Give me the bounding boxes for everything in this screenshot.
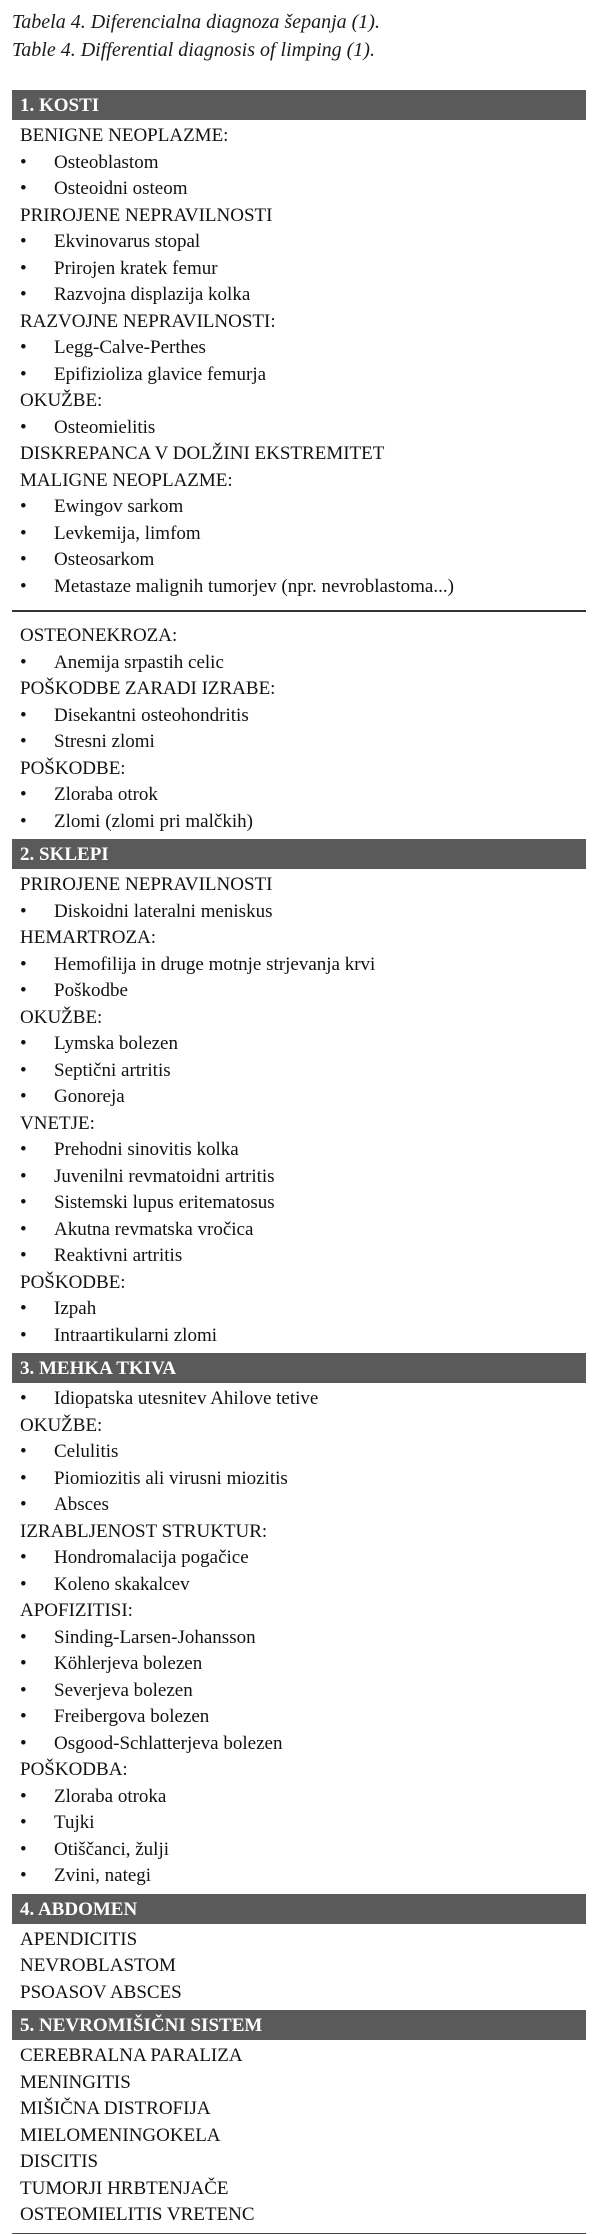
- category-heading: OKUŽBE:: [20, 390, 103, 411]
- list-item: [12, 899, 586, 926]
- bullet-icon: •: [20, 1653, 27, 1674]
- list-item-text: Idiopatska utesnitev Ahilove tetive: [54, 1388, 319, 1409]
- list-item-text: Epifizioliza glavice femurja: [54, 363, 267, 385]
- category-heading: MALIGNE NEOPLAZME:: [20, 469, 233, 491]
- list-item-text: Anemija srpastih celic: [54, 651, 224, 673]
- list-item-text: Celulitis: [54, 1441, 119, 1462]
- category-heading: DISKREPANCA V DOLŽINI EKSTREMITET: [20, 443, 385, 464]
- bullet-icon: •: [20, 651, 27, 673]
- list-item-text: Gonoreja: [54, 1086, 125, 1107]
- category-heading: RAZVOJNE NEPRAVILNOSTI:: [20, 310, 276, 332]
- condition-entry: PSOASOV ABSCES: [20, 1981, 182, 2003]
- list-item: [12, 282, 586, 309]
- table-captions: [0, 0, 600, 64]
- list-item-text: Lymska bolezen: [54, 1033, 178, 1054]
- list-item-text: Legg-Calve-Perthes: [54, 337, 206, 358]
- bullet-icon: •: [20, 496, 27, 517]
- bullet-icon: •: [20, 363, 27, 385]
- list-item-text: Levkemija, limfom: [54, 522, 201, 544]
- list-item: [12, 1678, 586, 1705]
- bullet-icon: •: [20, 337, 27, 358]
- bullet-icon: •: [20, 1494, 27, 1515]
- condition-entry: MIŠIČNA DISTROFIJA: [20, 2098, 211, 2119]
- section-header: 4. ABDOMEN: [12, 1894, 586, 1924]
- list-item-text: Ekvinovarus stopal: [54, 231, 201, 252]
- category-heading: OKUŽBE:: [20, 1006, 103, 1028]
- list-item: [12, 1084, 586, 1111]
- caption-slovene: Tabela 4. Diferencialna diagnoza šepanja (1).: [12, 11, 380, 33]
- list-item: [12, 782, 586, 809]
- list-item-text: Zvini, nategi: [54, 1865, 152, 1886]
- bullet-icon: •: [20, 231, 27, 252]
- bullet-icon: •: [20, 1192, 27, 1213]
- bullet-icon: •: [20, 1298, 27, 1319]
- list-item: [12, 809, 586, 836]
- bullet-icon: •: [20, 1059, 27, 1081]
- list-item: [12, 650, 586, 677]
- bullet-icon: •: [20, 900, 27, 922]
- list-item: [12, 176, 586, 203]
- bullet-icon: •: [20, 810, 27, 832]
- list-item: [12, 574, 586, 601]
- list-item-text: Zlomi (zlomi pri malčkih): [54, 810, 253, 832]
- list-item: [12, 1466, 586, 1493]
- bullet-icon: •: [20, 1441, 27, 1462]
- list-item: [12, 1243, 586, 1270]
- list-item: [12, 1058, 586, 1085]
- condition-entry: APENDICITIS: [20, 1928, 138, 1950]
- list-item: [12, 1217, 586, 1244]
- list-item-text: Otiščanci, žulji: [54, 1838, 170, 1860]
- bullet-icon: •: [20, 1467, 27, 1489]
- bullet-icon: •: [20, 731, 27, 752]
- list-item: [12, 1784, 586, 1811]
- list-item-text: Ewingov sarkom: [54, 496, 184, 517]
- section-header: 1. KOSTI: [12, 90, 586, 120]
- bullet-icon: •: [20, 1165, 27, 1187]
- list-item-text: Köhlerjeva bolezen: [54, 1653, 203, 1674]
- list-item: [12, 952, 586, 979]
- bullet-icon: •: [20, 1139, 27, 1160]
- list-item: [12, 494, 586, 521]
- section-body: [12, 1924, 586, 2011]
- category-heading: PRIROJENE NEPRAVILNOSTI: [20, 874, 273, 895]
- bullet-icon: •: [20, 1086, 27, 1107]
- bullet-icon: •: [20, 1626, 27, 1648]
- list-item-text: Septični artritis: [54, 1059, 171, 1081]
- category-heading: OSTEONEKROZA:: [20, 625, 178, 646]
- category-heading: PRIROJENE NEPRAVILNOSTI: [20, 204, 273, 226]
- list-item: [12, 150, 586, 177]
- bullet-icon: •: [20, 704, 27, 726]
- list-item: [12, 415, 586, 442]
- list-item-text: Prirojen kratek femur: [54, 257, 218, 279]
- list-item: [12, 1863, 586, 1890]
- bullet-icon: •: [20, 1573, 27, 1595]
- list-item-text: Osteoblastom: [54, 151, 159, 173]
- list-item-text: Intraartikularni zlomi: [54, 1324, 218, 1346]
- bullet-icon: •: [20, 1785, 27, 1807]
- condition-entry: CEREBRALNA PARALIZA: [20, 2045, 243, 2066]
- list-item-text: Poškodbe: [54, 980, 128, 1001]
- differential-diagnosis-table: [12, 90, 586, 2234]
- bullet-icon: •: [20, 1547, 27, 1568]
- list-item: [12, 1296, 586, 1323]
- bullet-icon: •: [20, 1812, 27, 1833]
- condition-entry: OSTEOMIELITIS VRETENC: [20, 2204, 255, 2225]
- list-item-text: Freibergova bolezen: [54, 1706, 210, 1727]
- list-item-text: Izpah: [54, 1298, 97, 1319]
- bullet-icon: •: [20, 257, 27, 279]
- list-item-text: Metastaze malignih tumorjev (npr. nevroblastoma...): [54, 575, 454, 597]
- category-heading: APOFIZITISI:: [20, 1600, 133, 1621]
- bullet-icon: •: [20, 784, 27, 805]
- list-item-text: Severjeva bolezen: [54, 1679, 193, 1701]
- category-heading: POŠKODBE ZARADI IZRABE:: [20, 678, 276, 699]
- list-item-text: Piomiozitis ali virusni miozitis: [54, 1467, 288, 1489]
- bullet-icon: •: [20, 1245, 27, 1266]
- bullet-icon: •: [20, 980, 27, 1001]
- caption-english: Table 4. Differential diagnosis of limping (1).: [12, 39, 375, 61]
- list-item: [12, 1386, 586, 1413]
- list-item: [12, 362, 586, 389]
- list-item-text: Koleno skakalcev: [54, 1573, 190, 1595]
- bullet-icon: •: [20, 1033, 27, 1054]
- category-heading: POŠKODBA:: [20, 1759, 128, 1780]
- list-item: [12, 1651, 586, 1678]
- category-heading: VNETJE:: [20, 1112, 95, 1134]
- condition-entry: NEVROBLASTOM: [20, 1955, 176, 1976]
- section-body: [12, 2040, 586, 2233]
- category-heading: HEMARTROZA:: [20, 927, 157, 948]
- list-item: [12, 335, 586, 362]
- list-item: [12, 1164, 586, 1191]
- bullet-icon: •: [20, 284, 27, 305]
- bullet-icon: •: [20, 953, 27, 975]
- bullet-icon: •: [20, 575, 27, 597]
- list-item-text: Diskoidni lateralni meniskus: [54, 900, 273, 922]
- list-item-text: Tujki: [54, 1812, 95, 1833]
- category-heading: BENIGNE NEOPLAZME:: [20, 125, 229, 146]
- list-item-text: Sistemski lupus eritematosus: [54, 1192, 275, 1213]
- list-item: [12, 547, 586, 574]
- bullet-icon: •: [20, 1838, 27, 1860]
- list-item-text: Akutna revmatska vročica: [54, 1218, 254, 1240]
- bullet-icon: •: [20, 1324, 27, 1346]
- bullet-icon: •: [20, 416, 27, 438]
- list-item-text: Zloraba otrok: [54, 784, 158, 805]
- category-heading: POŠKODBE:: [20, 757, 126, 779]
- section-body: [12, 620, 586, 839]
- list-item: [12, 1731, 586, 1758]
- bullet-icon: •: [20, 522, 27, 544]
- list-item-text: Osgood-Schlatterjeva bolezen: [54, 1732, 283, 1754]
- list-item: [12, 978, 586, 1005]
- bullet-icon: •: [20, 1865, 27, 1886]
- list-item: [12, 703, 586, 730]
- list-item: [12, 1137, 586, 1164]
- bullet-icon: •: [20, 1706, 27, 1727]
- section-header: 3. MEHKA TKIVA: [12, 1353, 586, 1383]
- list-item-text: Razvojna displazija kolka: [54, 284, 251, 305]
- list-item: [12, 1492, 586, 1519]
- section-header: 5. NEVROMIŠIČNI SISTEM: [12, 2010, 586, 2040]
- list-item-text: Osteoidni osteom: [54, 178, 188, 199]
- list-item-text: Hondromalacija pogačice: [54, 1547, 249, 1568]
- category-heading: IZRABLJENOST STRUKTUR:: [20, 1520, 268, 1542]
- list-item: [12, 1704, 586, 1731]
- section-body: [12, 120, 586, 604]
- bullet-icon: •: [20, 178, 27, 199]
- category-heading: POŠKODBE:: [20, 1271, 126, 1293]
- bullet-icon: •: [20, 1679, 27, 1701]
- list-item: [12, 1439, 586, 1466]
- list-item-text: Reaktivni artritis: [54, 1245, 183, 1266]
- list-item-text: Absces: [54, 1494, 109, 1515]
- section-header: 2. SKLEPI: [12, 839, 586, 869]
- bullet-icon: •: [20, 1218, 27, 1240]
- list-item: [12, 1545, 586, 1572]
- list-item-text: Sinding-Larsen-Johansson: [54, 1626, 256, 1648]
- bullet-icon: •: [20, 151, 27, 173]
- list-item-text: Osteosarkom: [54, 549, 155, 570]
- list-item: [12, 1810, 586, 1837]
- list-item-text: Disekantni osteohondritis: [54, 704, 249, 726]
- bullet-icon: •: [20, 1388, 27, 1409]
- section-body: [12, 869, 586, 1353]
- list-item-text: Stresni zlomi: [54, 731, 155, 752]
- list-item: [12, 1625, 586, 1652]
- list-item: [12, 1031, 586, 1058]
- list-item-text: Juvenilni revmatoidni artritis: [54, 1165, 275, 1187]
- list-item-text: Prehodni sinovitis kolka: [54, 1139, 239, 1160]
- list-item: [12, 1837, 586, 1864]
- section-divider: [12, 610, 586, 612]
- list-item: [12, 229, 586, 256]
- list-item-text: Hemofilija in druge motnje strjevanja krvi: [54, 953, 376, 975]
- list-item: [12, 256, 586, 283]
- list-item: [12, 729, 586, 756]
- list-item: [12, 1190, 586, 1217]
- condition-entry: DISCITIS: [20, 2151, 99, 2172]
- list-item-text: Zloraba otroka: [54, 1785, 167, 1807]
- condition-entry: MIELOMENINGOKELA: [20, 2124, 221, 2146]
- condition-entry: MENINGITIS: [20, 2071, 131, 2093]
- list-item: [12, 1323, 586, 1350]
- bullet-icon: •: [20, 1732, 27, 1754]
- condition-entry: TUMORJI HRBTENJAČE: [20, 2177, 229, 2199]
- list-item: [12, 521, 586, 548]
- bullet-icon: •: [20, 549, 27, 570]
- category-heading: OKUŽBE:: [20, 1414, 103, 1436]
- list-item: [12, 1572, 586, 1599]
- list-item-text: Osteomielitis: [54, 416, 156, 438]
- section-body: [12, 1383, 586, 1894]
